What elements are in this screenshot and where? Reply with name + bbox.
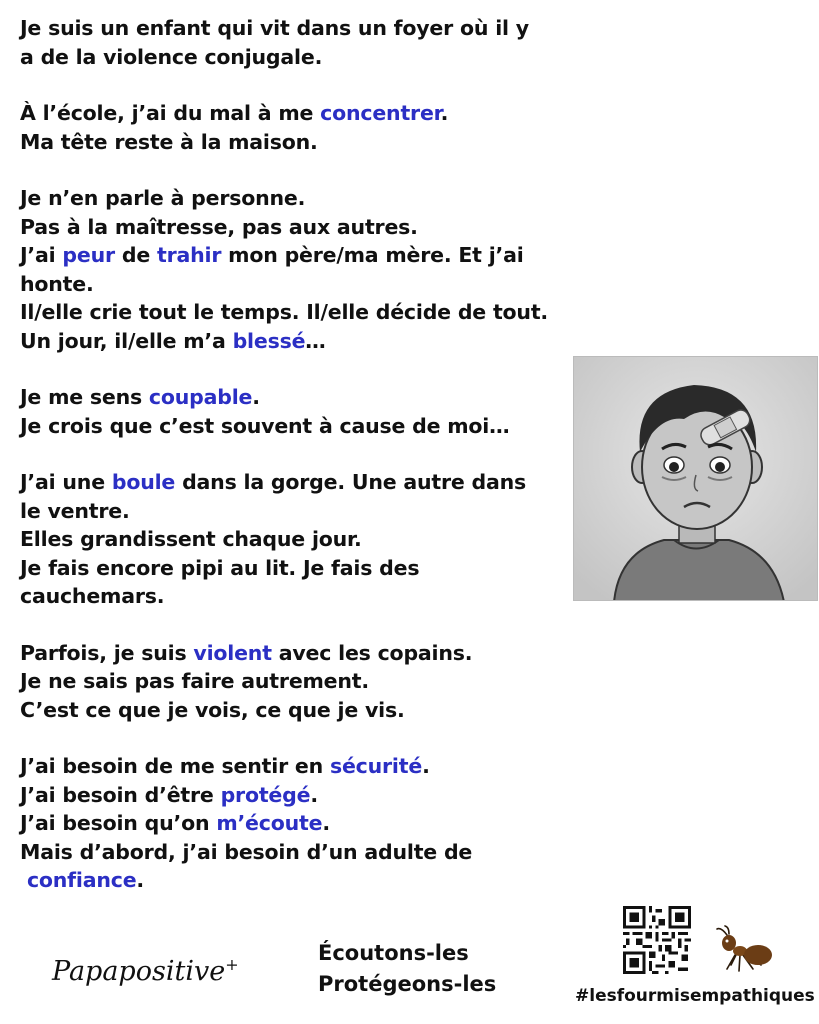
paragraph-violence	[20, 639, 565, 725]
poem-text	[20, 14, 565, 895]
line: cauchemars.	[20, 584, 165, 608]
keyword: concentrer	[320, 101, 441, 125]
keyword: coupable	[148, 385, 253, 409]
line: Elles grandissent chaque jour.	[20, 527, 362, 551]
keyword: confiance	[26, 868, 137, 892]
line-part: .	[422, 754, 430, 778]
slogan-line: Écoutons-les	[318, 941, 469, 965]
line: le ventre.	[20, 498, 130, 523]
signature-mark: +	[225, 955, 239, 974]
line: honte.	[20, 271, 94, 296]
line-part: …	[305, 328, 326, 353]
line: Je n’en parle à personne.	[20, 186, 306, 210]
line-part: .	[252, 385, 260, 409]
line: Mais d’abord, j’ai besoin d’un adulte de	[20, 839, 473, 864]
line-part: J’ai	[20, 243, 63, 267]
keyword: violent	[193, 640, 272, 665]
line-part: .	[136, 868, 144, 892]
line-part: À l’école, j’ai du mal à me	[20, 101, 321, 125]
line-part: .	[322, 811, 330, 835]
paragraph-guilt	[20, 383, 565, 440]
sad-child-illustration	[573, 356, 818, 601]
ant-icon	[713, 925, 775, 977]
hashtag: #lesfourmisempathiques	[575, 986, 815, 1006]
line: Pas à la maîtresse, pas aux autres.	[20, 214, 418, 239]
line-part: Parfois, je suis	[20, 640, 194, 665]
line: Ma tête reste à la maison.	[20, 129, 318, 154]
line-part: J’ai besoin de me sentir en	[20, 754, 330, 778]
line-part: dans la gorge. Une autre dans	[175, 470, 527, 494]
keyword: peur	[62, 243, 115, 267]
keyword: blessé	[232, 328, 306, 353]
keyword: trahir	[156, 243, 222, 267]
line-part: mon père/ma mère. Et j’ai	[221, 243, 524, 267]
qr-code-icon	[623, 906, 691, 974]
line-part: .	[440, 101, 449, 125]
line-part: Un jour, il/elle m’a	[20, 328, 233, 353]
paragraph-school	[20, 99, 565, 156]
slogan	[318, 938, 496, 1000]
signature-logo	[52, 955, 239, 987]
line: Je suis un enfant qui vit dans un foyer où il y	[20, 16, 529, 40]
paragraph-silence	[20, 184, 565, 355]
keyword: m’écoute	[216, 811, 323, 835]
slogan-line: Protégeons-les	[318, 972, 497, 996]
line-part: avec les copains.	[271, 640, 473, 665]
line-part: J’ai besoin d’être	[20, 782, 221, 807]
keyword: boule	[111, 470, 176, 494]
line: Je ne sais pas faire autrement.	[20, 669, 369, 693]
paragraph-intro	[20, 14, 565, 71]
line-part: J’ai besoin qu’on	[20, 811, 217, 835]
keyword: protégé	[220, 782, 311, 807]
paragraph-body	[20, 468, 565, 611]
line-part: Je me sens	[20, 385, 149, 409]
keyword: sécurité	[329, 754, 423, 778]
line: Il/elle crie tout le temps. Il/elle décide de tout.	[20, 300, 549, 324]
line-part: de	[114, 243, 157, 267]
line-part: .	[310, 782, 318, 807]
line: Je crois que c’est souvent à cause de moi…	[20, 413, 510, 438]
sad-child-with-bandage-illustration	[574, 357, 818, 601]
line-part: J’ai une	[20, 470, 112, 494]
line: Je fais encore pipi au lit. Je fais des	[20, 555, 420, 580]
line: a de la violence conjugale.	[20, 44, 323, 69]
line: C’est ce que je vois, ce que je vis.	[20, 697, 405, 722]
signature-text: Papapositive	[52, 956, 226, 987]
paragraph-needs	[20, 752, 565, 895]
